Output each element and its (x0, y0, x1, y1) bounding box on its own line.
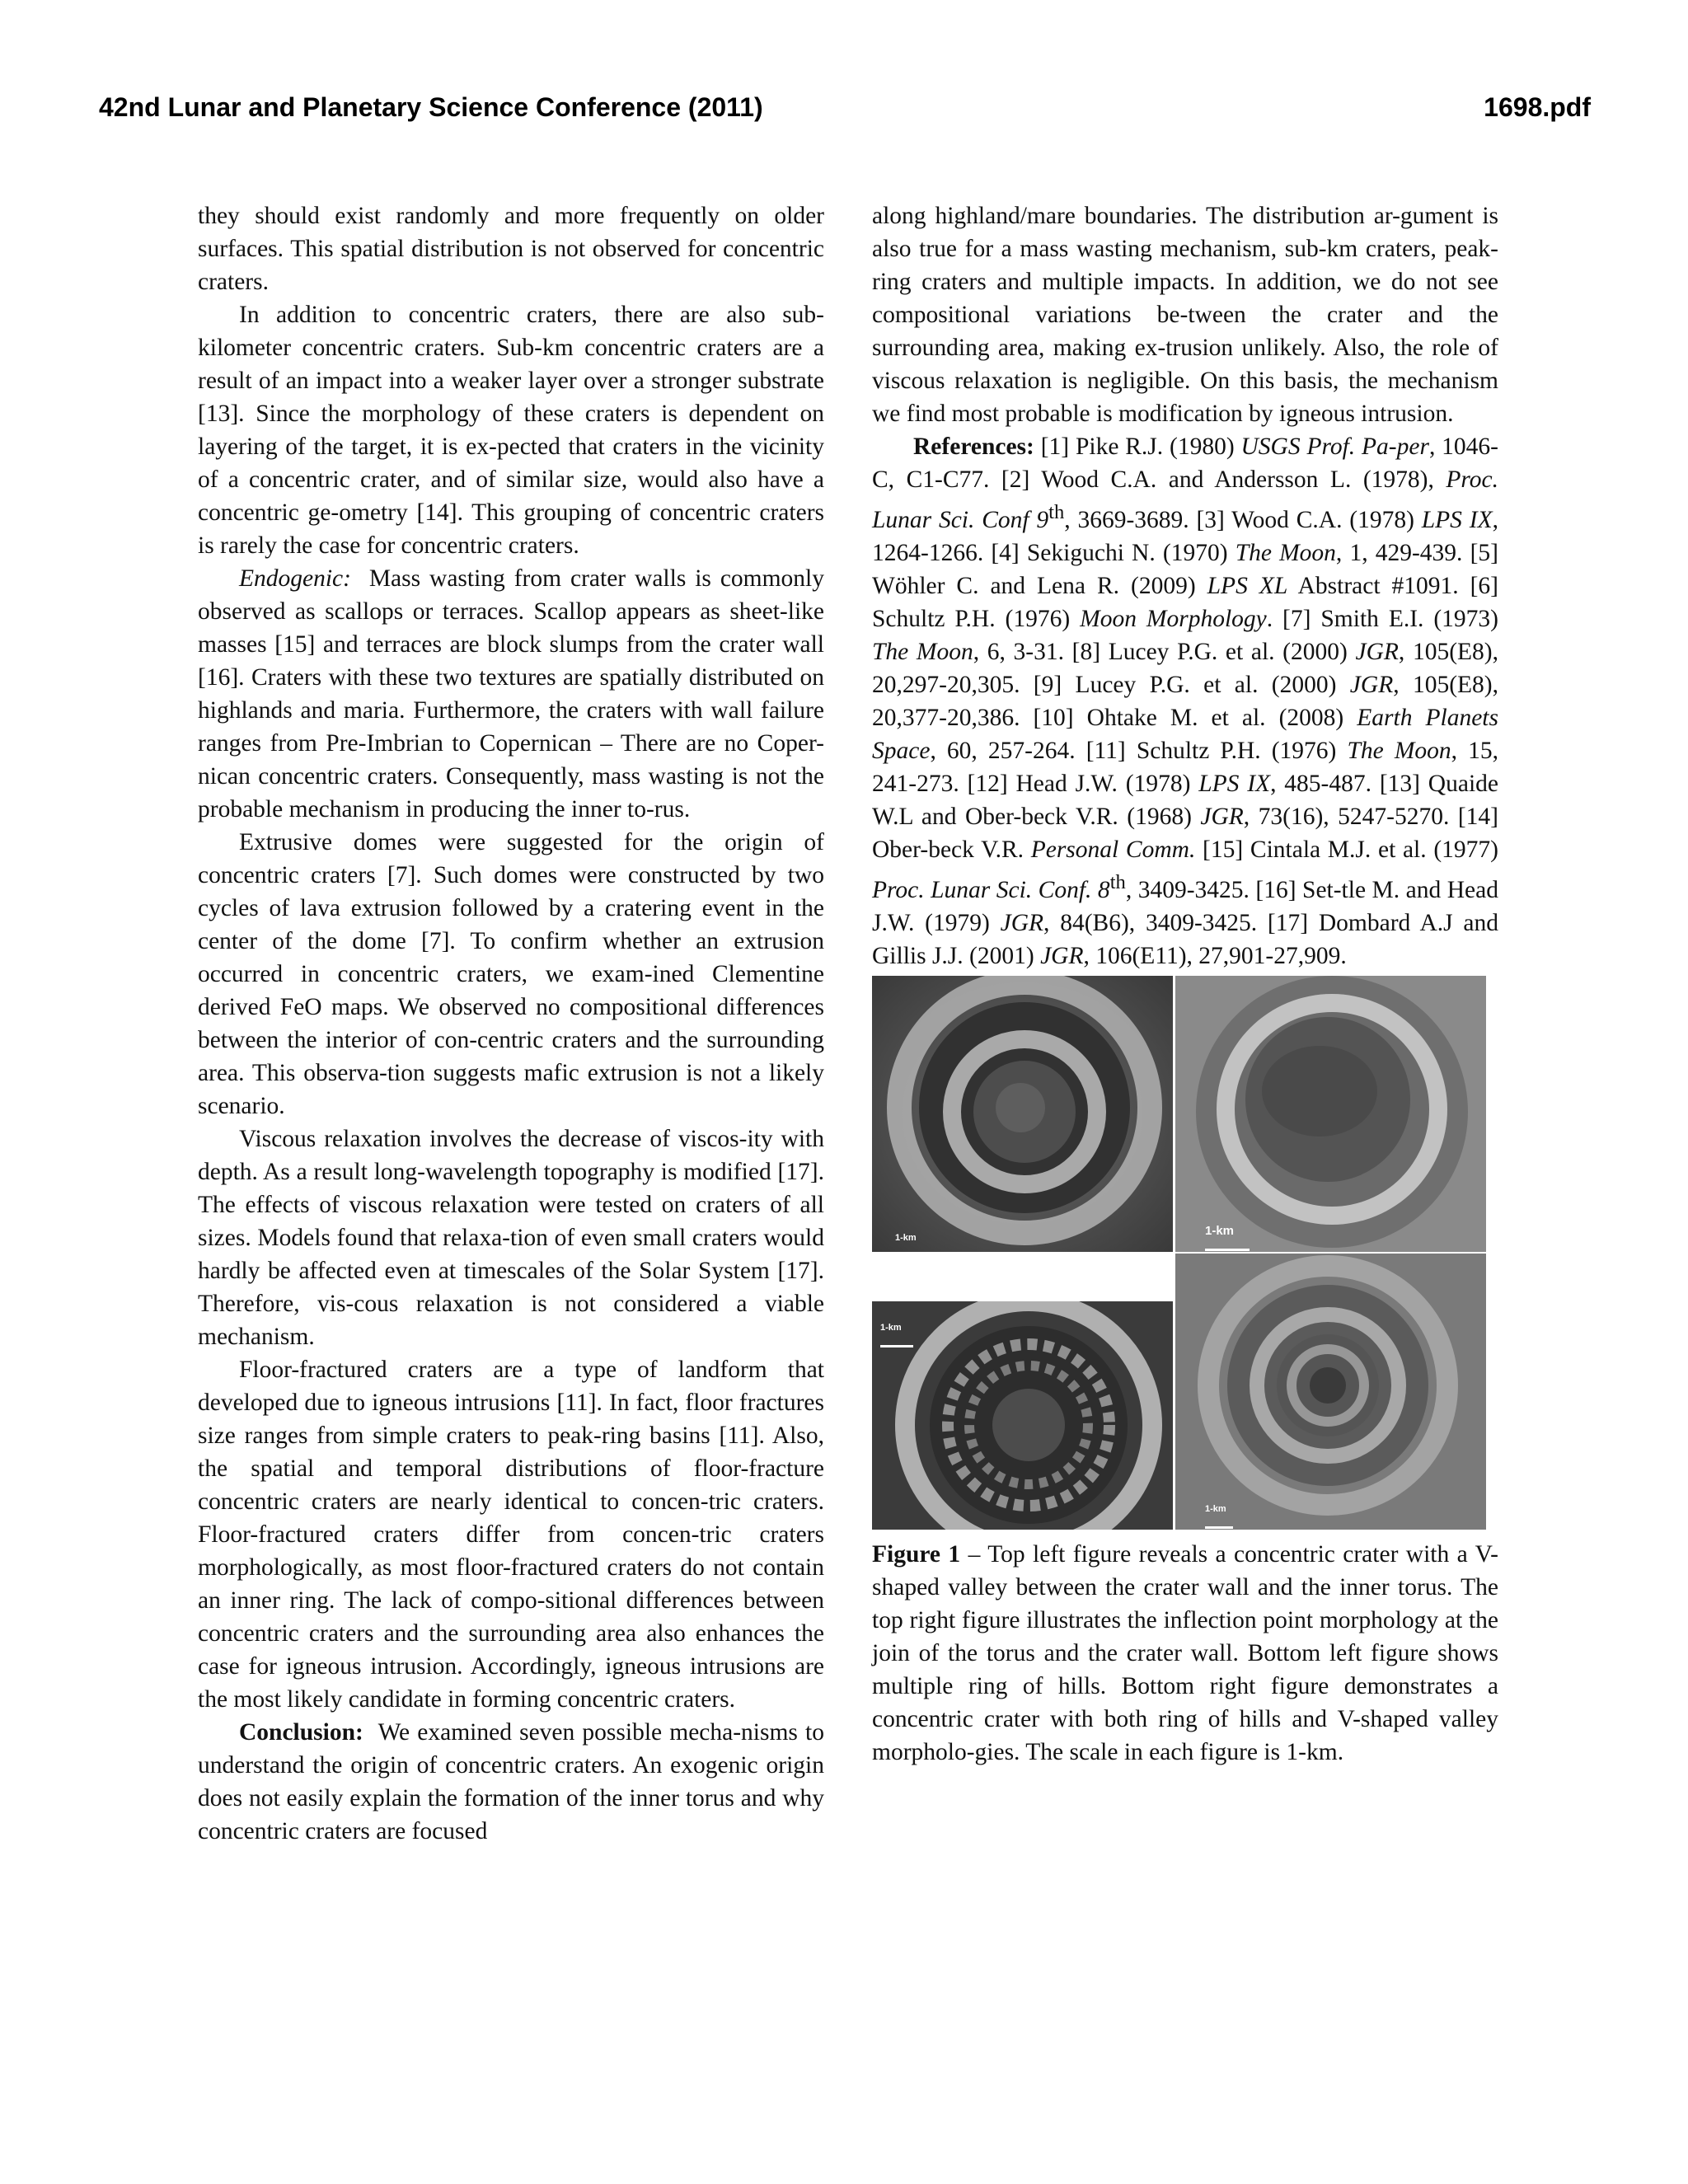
figure-1 (872, 976, 1486, 1530)
paragraph (198, 1716, 824, 1848)
caption-text: – Top left figure reveals a concentric crater with a V-shaped valley between the crater wall and the inner torus. The top right figure illustrates the inflection point morphology at the join of the torus and the crater wall. Bottom left figure shows multiple ring of hills. Bottom right figure demonstrates a concentric crater with both ring of hills and V-shaped valley morpholo-gies. The scale in each figure is 1-km. (872, 1540, 1499, 1765)
paragraph: In addition to concentric craters, there are also sub-kilometer concentric craters. Sub-km concentric craters are a result of an impact into a weaker layer over a stronger substrate [13]. Since the morphology of these craters is dependent on layering of the target, it is ex-pected that craters in the vicinity of a concentric crater, and of similar size, would also have a concentric ge-ometry [14]. This grouping of concentric craters is rarely the case for concentric craters. (198, 302, 824, 559)
references: References: [1] Pike R.J. (1980) USGS Prof. Pa-per, 1046-C, C1-C77. [2] Wood C.A. and Andersson L. (1978), Proc. Lunar Sci. Conf 9th, 3669-3689. [3] Wood C.A. (1978) LPS IX, 1264-1266. [4] Sekiguchi N. (1970) The Moon, 1, 429-439. [5] Wöhler C. and Lena R. (2009) LPS XL Abstract #1091. [6] Schultz P.H. (1976) Moon Morphology. [7] Smith E.I. (1973) The Moon, 6, 3-31. [8] Lucey P.G. et al. (2000) JGR, 105(E8), 20,297-20,305. [9] Lucey P.G. et al. (2000) JGR, 105(E8), 20,377-20,386. [10] Ohtake M. et al. (2008) Earth Planets Space, 60, 257-264. [11] Schultz P.H. (1976) The Moon, 15, 241-273. [12] Head J.W. (1978) LPS IX, 485-487. [13] Quaide W.L and Ober-beck V.R. (1968) JGR, 73(16), 5247-5270. [14] Ober-beck V.R. Personal Comm. [15] Cintala M.J. et al. (1977) Proc. Lunar Sci. Conf. 8th, 3409-3425. [16] Set-tle M. and Head J.W. (1979) JGR, 84(B6), 3409-3425. [17] Dombard A.J and Gillis J.J. (2001) JGR, 106(E11), 27,901-27,909. (872, 434, 1499, 969)
paragraph-text: Mass wasting from crater walls is commonly observed as scallops or terraces. Scallop appears as sheet-like masses [15] and terraces are block slumps from the crater wall [16]. Craters with these two textures are spatially distributed on highlands and maria. Furthermore, the craters with wall failure ranges from Pre-Imbrian to Copernican – There are no Coper-nican concentric craters. Consequently, mass wasting is not the probable mechanism in producing the inner to-rus. (198, 565, 824, 823)
crater-image-top-left (872, 976, 1173, 1252)
section-label-conclusion: Conclusion: (239, 1719, 363, 1746)
paragraph: Viscous relaxation involves the decrease of viscos-ity with depth. As a result long-wavelength topography is modified [17]. The effects of viscous relaxation were tested on craters of all sizes. Models found that relaxa-tion of even small craters would hardly be affected even at timescales of the Solar System [17]. Therefore, vis-cous relaxation is not considered a viable mechanism. (198, 1126, 824, 1350)
right-column (872, 199, 1498, 1769)
left-column (198, 199, 824, 1848)
paragraph: Extrusive domes were suggested for the origin of concentric craters [7]. Such domes were constructed by two cycles of lava extrusion followed by a cratering event in the center of the dome [7]. To confirm whether an extrusion occurred in concentric craters, we exam-ined Clementine derived FeO maps. We observed no compositional differences between the interior of con-centric craters and the surrounding area. This observa-tion suggests mafic extrusion is not a likely scenario. (198, 829, 824, 1119)
references-label: References: (913, 434, 1034, 460)
paragraph: they should exist randomly and more frequently on older surfaces. This spatial distribution is not observed for concentric craters. (198, 203, 824, 295)
crater-image-bottom-left (872, 1301, 1173, 1530)
scale-bar: 1-km (895, 1221, 925, 1252)
pdf-id: 1698.pdf (1484, 92, 1591, 122)
crater-image-bottom-right (1175, 1254, 1486, 1530)
paragraph (198, 562, 824, 826)
crater-image-top-right (1175, 976, 1486, 1252)
page-header (99, 92, 1591, 134)
scale-bar: 1-km (880, 1311, 913, 1347)
figure-caption (872, 1538, 1498, 1769)
paragraph: Floor-fractured craters are a type of landform that developed due to igneous intrusions [11]. In fact, floor fractures size ranges from simple craters to peak-ring basins [11]. Also, the spatial and temporal distributions of floor-fracture concentric craters are nearly identical to concen-tric craters. Floor-fractured craters differ from concen-tric craters morphologically, as most floor-fractured craters do not contain an inner ring. The lack of compo-sitional differences between concentric craters and the surrounding area also enhances the case for igneous intrusion. Accordingly, igneous intrusions are the most likely candidate in forming concentric craters. (198, 1357, 824, 1713)
scale-bar: 1-km (1205, 1493, 1233, 1529)
caption-label: Figure 1 (872, 1540, 961, 1568)
scale-bar: 1-km (1205, 1215, 1250, 1251)
paragraph: along highland/mare boundaries. The distribution ar-gument is also true for a mass wasting mechanism, sub-km craters, peak-ring craters and multiple impacts. In addition, we do not see compositional variations be-tween the crater and the surrounding area, making ex-trusion unlikely. Also, the role of viscous relaxation is negligible. On this basis, the mechanism we find most probable is modification by igneous intrusion. (872, 203, 1498, 427)
conference-title: 42nd Lunar and Planetary Science Conference (2011) (99, 92, 763, 122)
section-label-endogenic: Endogenic: (239, 565, 351, 592)
paragraph-text: We examined seven possible mecha-nisms to understand the origin of concentric craters. An exogenic origin does not easily explain the formation of the inner torus and why concentric craters are focused (198, 1719, 824, 1844)
